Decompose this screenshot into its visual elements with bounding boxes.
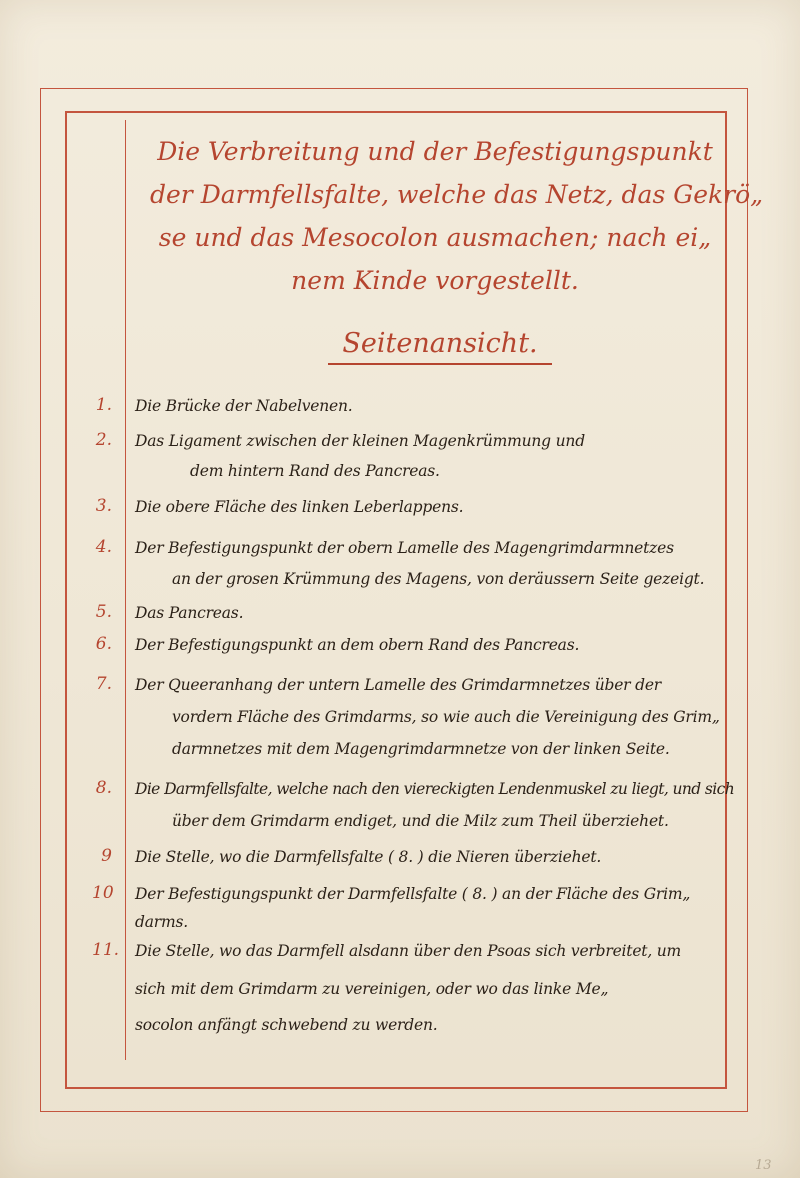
item-number: 6. <box>95 634 112 654</box>
item-line: Die Stelle, wo das Darmfell alsdann über den Psoas sich verbreitet, um <box>135 942 682 960</box>
item-line: Der Befestigungspunkt der obern Lamelle des Magengrimdarmnetzes <box>135 539 674 557</box>
title-line: se und das Mesocolon ausmachen; nach ei„ <box>158 223 712 252</box>
subtitle <box>310 326 570 362</box>
item-line: über dem Grimdarm endiget, und die Milz zum Theil überziehet. <box>172 812 669 830</box>
item-line: darmnetzes mit dem Magengrimdarmnetze von der linken Seite. <box>172 740 670 758</box>
item-line: socolon anfängt schwebend zu werden. <box>135 1016 438 1034</box>
item-line: Der Befestigungspunkt an dem obern Rand des Pancreas. <box>135 636 580 654</box>
item-number: 7. <box>95 674 112 694</box>
title-line: nem Kinde vorgestellt. <box>291 266 579 295</box>
numbering-rule <box>125 120 126 1060</box>
item-number: 2. <box>95 430 112 450</box>
item-number: 10 <box>92 883 114 903</box>
item-number: 8. <box>95 778 112 798</box>
page-number: 13 <box>755 1158 772 1173</box>
item-line: Die obere Fläche des linken Leberlappens. <box>135 498 464 516</box>
page-title <box>150 130 764 302</box>
item-line: sich mit dem Grimdarm zu vereinigen, oder wo das linke Me„ <box>135 980 609 998</box>
item-line: Die Darmfellsfalte, welche nach den viereckigten Lendenmuskel zu liegt, und sich <box>135 780 735 798</box>
item-number: 1. <box>95 395 112 415</box>
item-line: an der grosen Krümmung des Magens, von deräussern Seite gezeigt. <box>172 570 705 588</box>
subtitle-text: Seitenansicht. <box>328 328 551 365</box>
item-line: Der Queeranhang der untern Lamelle des Grimdarmnetzes über der <box>135 676 662 694</box>
item-line: Der Befestigungspunkt der Darmfellsfalte ( 8. ) an der Fläche des Grim„ <box>135 885 691 903</box>
item-line: Die Stelle, wo die Darmfellsfalte ( 8. ) die Nieren überziehet. <box>135 848 602 866</box>
item-number: 9 <box>101 846 112 866</box>
item-line: dem hintern Rand des Pancreas. <box>190 462 440 480</box>
item-line: Die Brücke der Nabelvenen. <box>135 397 353 415</box>
item-number: 11. <box>92 940 120 960</box>
item-number: 4. <box>95 537 112 557</box>
item-number: 3. <box>95 496 112 516</box>
title-line: der Darmfellsfalte, welche das Netz, das Gekrö„ <box>150 180 764 209</box>
item-line: vordern Fläche des Grimdarms, so wie auch die Vereinigung des Grim„ <box>172 708 720 726</box>
title-line: Die Verbreitung und der Befestigungspunkt <box>157 137 713 166</box>
item-line: darms. <box>135 913 188 931</box>
item-line: Das Ligament zwischen der kleinen Magenkrümmung und <box>135 432 585 450</box>
item-number: 5. <box>95 602 112 622</box>
item-line: Das Pancreas. <box>135 604 244 622</box>
